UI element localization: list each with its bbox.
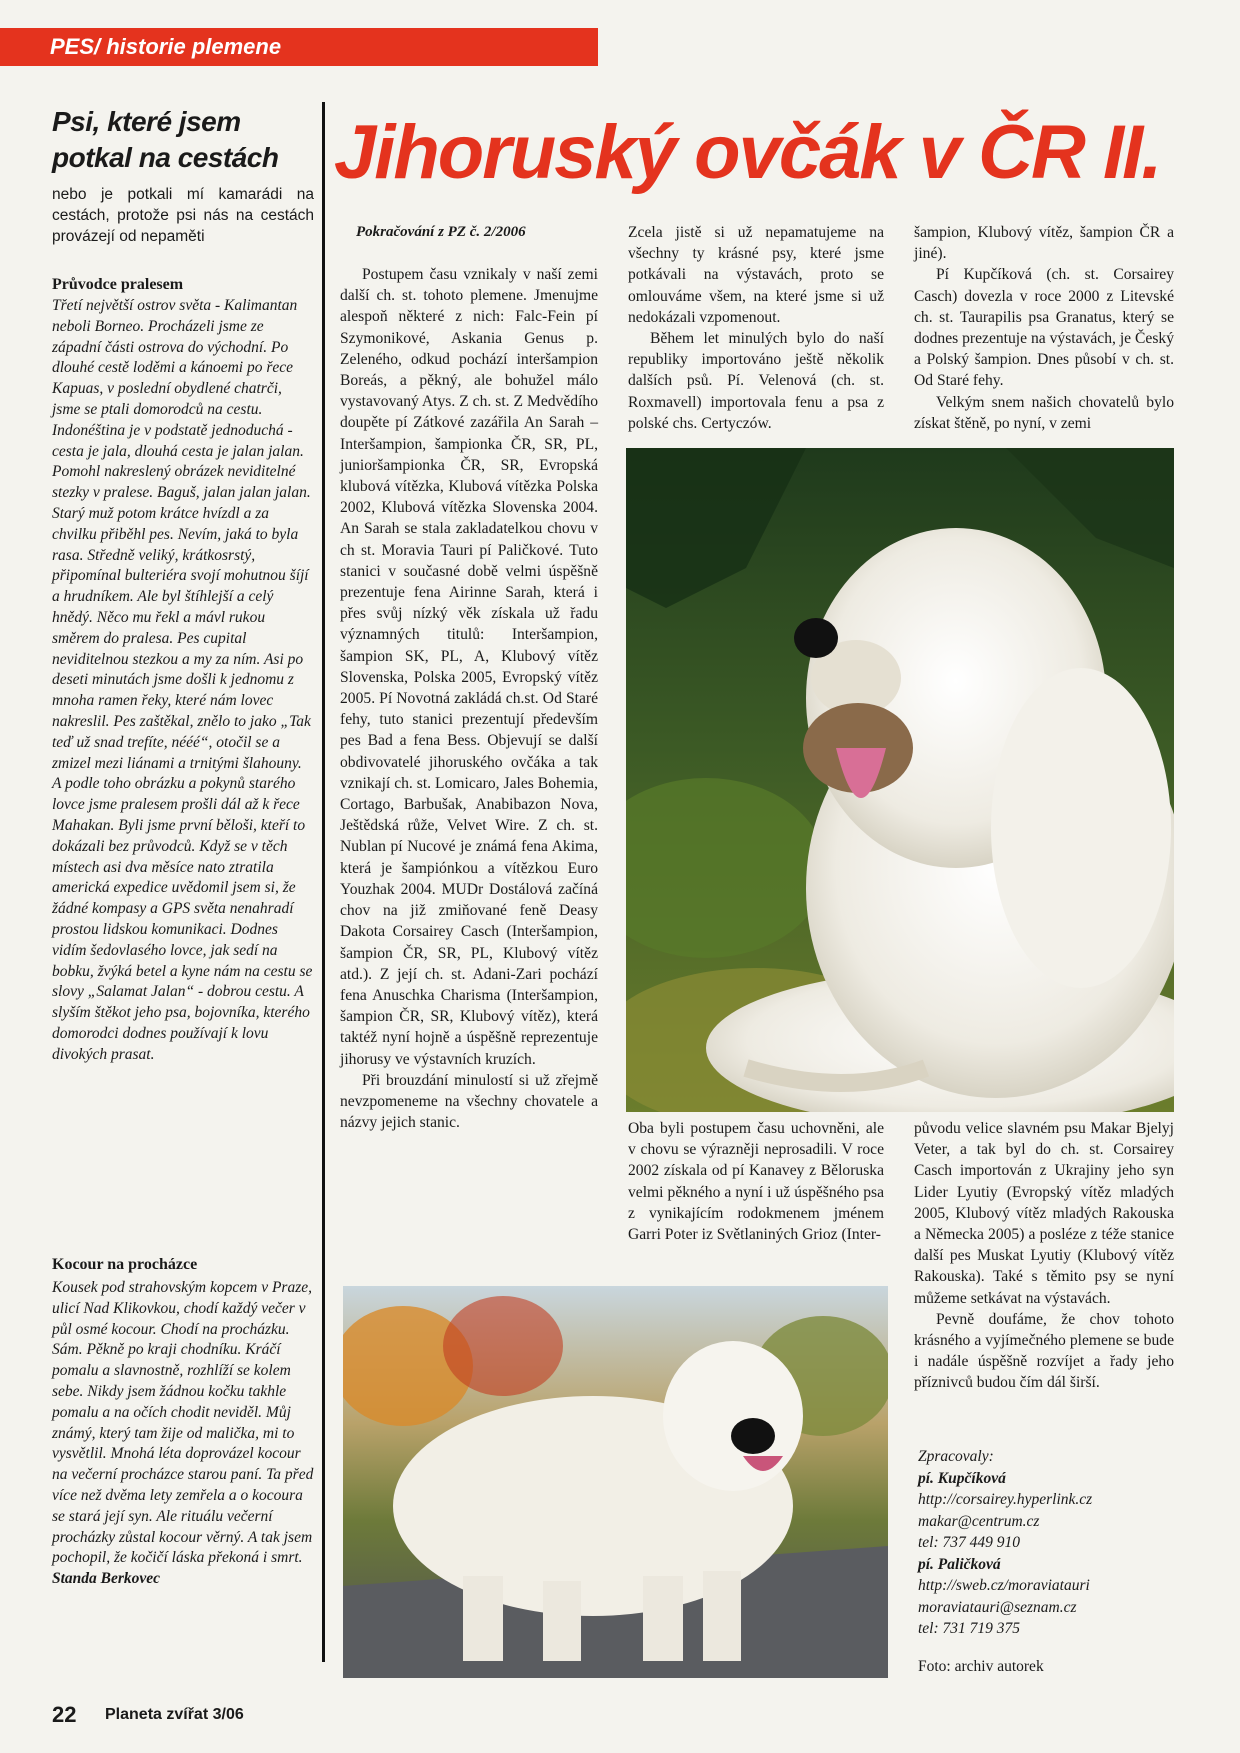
column-divider bbox=[322, 102, 325, 1662]
page-number: 22 bbox=[52, 1702, 77, 1727]
credits-email-2[interactable]: moraviatauri@seznam.cz bbox=[918, 1598, 1077, 1616]
story2-heading: Kocour na procházce bbox=[52, 1256, 198, 1273]
article-paragraph: Oba byli postupem času uchovněni, ale v chovu se výrazněji neprosadili. V roce 2002 získala od pí Kanavey z Běloruska velmi pěkného a nyní i už úspěšného psa z vynikajícím rodokmenem jménem Garri Poter iz Světlaniných Grioz (Inter- bbox=[628, 1120, 884, 1244]
article-paragraph: Velkým snem našich chovatelů bylo získat štěně, po nyní, v zemi bbox=[914, 393, 1174, 432]
article-column-1 bbox=[340, 264, 598, 1133]
story2-author: Standa Berkovec bbox=[52, 1570, 161, 1588]
article-paragraph: Pí Kupčíková (ch. st. Corsairey Casch) dovezla v roce 2000 z Litevské ch. st. Taurapilis psa Granatus, který se dodnes prezentuje na výstavách, je Český a Polský šampion. Dnes působí v ch. st. Od Staré fehy. bbox=[914, 266, 1174, 390]
article-paragraph: Pevně doufáme, že chov tohoto krásného a vyjímečného plemene se bude i nadále úspěšně rozvíjet a řady jeho příznivců budou čím dál širší. bbox=[914, 1310, 1174, 1392]
credits-email-1[interactable]: makar@centrum.cz bbox=[918, 1512, 1040, 1530]
credits-tel-2: tel: 731 719 375 bbox=[918, 1620, 1021, 1637]
article-paragraph: původu velice slavném psu Makar Bjelyj Veter, a tak byl do ch. st. Corsairey Casch importován z Ukrajiny jeho syn Lider Lyutiy (Evropský vítěz mladých 2005, Klubový vítěz mladých Rakouska a Německa 2005) a posléze z téže stanice další pes Muskat Lyutiy (Klubový vítěz Rakouska). Také s těmito psy se nyní můžeme setkávat na výstavách. bbox=[914, 1120, 1174, 1307]
story1-heading: Průvodce pralesem bbox=[52, 276, 184, 293]
article-column-3b bbox=[914, 1118, 1174, 1394]
article-column-2 bbox=[628, 222, 884, 434]
magazine-name: Planeta zvířat 3/06 bbox=[105, 1706, 244, 1723]
story2-text bbox=[52, 1278, 314, 1590]
story2-paragraph: Kousek pod strahovským kopcem v Praze, ulicí Nad Klikovkou, chodí každý večer v půl osmé kocour. Chodí na procházku. Sám. Pěkně po kraji chodníku. Kráčí pomalu a slavnostně, rozhlíží se kolem sebe. Nikdy jsem žádnou kočku takhle pomalu a na očích chodit neviděl. Můj známý, který tam žije od malička, mi to vysvětlil. Mnohá léta doprovázel kocour na večerní procházce starou paní. Ta před více než dvěma lety zemřela a o kocoura se stará její syn. Ale rituálu večerní procházky zůstal kocour věrný. A tak jsem pochopil, že kočičí láska překoná i smrt. bbox=[52, 1279, 314, 1567]
dog-standing-photo bbox=[343, 1286, 888, 1678]
credits-name-1: pí. Kupčíková bbox=[918, 1469, 1006, 1487]
credits-url-2[interactable]: http://sweb.cz/moraviatauri bbox=[918, 1577, 1090, 1594]
sidebar-intro: nebo je potkali mí kamarádi na cestách, protože psi nás na cestách provázejí od nepaměti bbox=[52, 186, 314, 245]
credits bbox=[918, 1446, 1178, 1677]
credits-url-1[interactable]: http://corsairey.hyperlink.cz bbox=[918, 1491, 1093, 1508]
photo-credit: Foto: archiv autorek bbox=[918, 1657, 1044, 1675]
article-paragraph: Postupem času vznikaly v naší zemi další ch. st. tohoto plemene. Jmenujme alespoň některé z nich: Falc-Fein pí Szymonikové, Askania Genus p. Zeleného, odkud pochází interšampion Boreás, a pěkný, ale bohužel málo vystavovaný Atys. Z ch. st. Z Medvědího doupěte pí Zátkové zazářila An Sarah – Interšampion, šampionka ČR, SR, PL, junioršampionka ČR, SR, Evropská klubová vítězka, Klubová vítězka Polska 2002, Klubová vítězka Slovenska 2004. An Sarah se stala zakladatelkou chovu v ch st. Moravia Tauri pí Paličkové. Tuto stanici v současné době velmi úspěšně prezentuje fena Airinne Sarah, která i přes svůj nízký věk získala už řadu významných titulů: Interšampion, šampion SK, PL, A, Klubový vítěz Slovenska, Polska 2005, Evropský vítěz 2005. Pí Novotná zakládá ch.st. Od Staré fehy, tuto stanici prezentují především pes Bad a fena Bess. Objevují se další obdivovatelé jihoruského ovčáka a tak vznikají ch. st. Lomicaro, Jales Bohemia, Cortago, Barbušak, Anabibazon Nova, Ještědská růže, Velvet Wire. Z ch. st. Nublan pí Nucové je známá fena Akima, která je šampiónkou a vítězkou Euro Youzhak 2004. MUDr Dostálová začíná chov na již zmiňované feně Deasy Dakota Corsairey Casch (Interšampion, šampion ČR, SR, PL, Klubový vítěz atd.). Z její ch. st. Adani-Zari pochází fena Anuschka Charisma (Interšampion, šampion ČR, SR, Klubový vítěz), která taktéž nyní hojně a úspěšně reprezentuje jihorusy ve výstavních kruzích. bbox=[340, 266, 598, 1068]
sidebar-title: Psi, které jsem potkal na cestách bbox=[52, 106, 279, 173]
credits-label: Zpracovaly: bbox=[918, 1448, 994, 1465]
section-banner: PES/ historie plemene bbox=[0, 28, 598, 66]
credits-tel-1: tel: 737 449 910 bbox=[918, 1534, 1021, 1551]
article-paragraph: Během let minulých bylo do naší republiky importováno ještě několik dalších psů. Pí. Velenová (ch. st. Roxmavell) importovala fenu a psa z polské chs. Certyczów. bbox=[628, 330, 884, 432]
article-paragraph: šampion, Klubový vítěz, šampion ČR a jiné). bbox=[914, 224, 1174, 263]
dog-lying-photo bbox=[626, 448, 1174, 1112]
story1-paragraph-2: A podle toho obrázku a pokynů starého lovce jsme pralesem prošli dál až k řece Mahakan. Byli jsme první běloši, kteří to dokázali bez průvodců. Když se v těch místech asi dva měsíce nato ztratila americká expedice uvědomil jsem si, že žádné kompasy a GPS světa nenahradí prostou lidskou komunikaci. Dodnes vidím šedovlasého lovce, jak sedí na bobku, žvýká betel a kyne nám na cestu se slovy „Salamat Jalan“ - dobrou cestu. A slyším štěkot jeho psa, bojovníka, kterého domorodci dodnes používají k lovu divokých prasat. bbox=[52, 775, 313, 1063]
continuation-note: Pokračování z PZ č. 2/2006 bbox=[356, 224, 526, 240]
story1-text bbox=[52, 296, 314, 1065]
article-title: Jihoruský ovčák v ČR II. bbox=[334, 110, 1161, 195]
article-column-3 bbox=[914, 222, 1174, 434]
story1-paragraph: Třetí největší ostrov světa - Kalimantan neboli Borneo. Procházeli jsme ze západní části ostrova do východní. Po dlouhé cestě loděmi a kánoemi po řece Kapuas, v poslední obydlené chatrči, jsme se ptali domorodců na cestu. Indonéština je v podstatě jednoduchá - cesta je jala, dlouhá cesta je jalan jalan. Pomohl nakreslený obrázek neviditelné stezky v pralese. Baguš, jalan jalan jalan. Starý muž potom krátce hvízdl a za chvilku přiběhl pes. Nevím, jaká to byla rasa. Středně veliký, krátkosrstý, připomínal bulteriéra svojí mohutnou šíjí a hrudníkem. Ale byl štíhlejší a celý hnědý. Něco mu řekl a mávl rukou směrem do pralesa. Pes cupital neviditelnou stezkou a my za ním. Asi po deseti minutách jsme došli k jednomu z mnoha ramen řeky, které nám lovec nakreslil. Pes zaštěkal, znělo to jako „Tak teď už snad trefíte, nééé“, otočil se a zmizel mezi liánami a trnitými šlahouny. bbox=[52, 297, 311, 772]
credits-name-2: pí. Paličková bbox=[918, 1555, 1001, 1573]
article-paragraph: Při brouzdání minulostí si už zřejmě nevzpomeneme na všechny chovatele a názvy jejich stanic. bbox=[340, 1071, 598, 1132]
article-column-2b bbox=[628, 1118, 884, 1245]
article-paragraph: Zcela jistě si už nepamatujeme na všechny ty krásné psy, které jsme potkávali na výstavách, proto se omlouváme všem, na které jsme si už nedokázali vzpomenout. bbox=[628, 224, 884, 326]
